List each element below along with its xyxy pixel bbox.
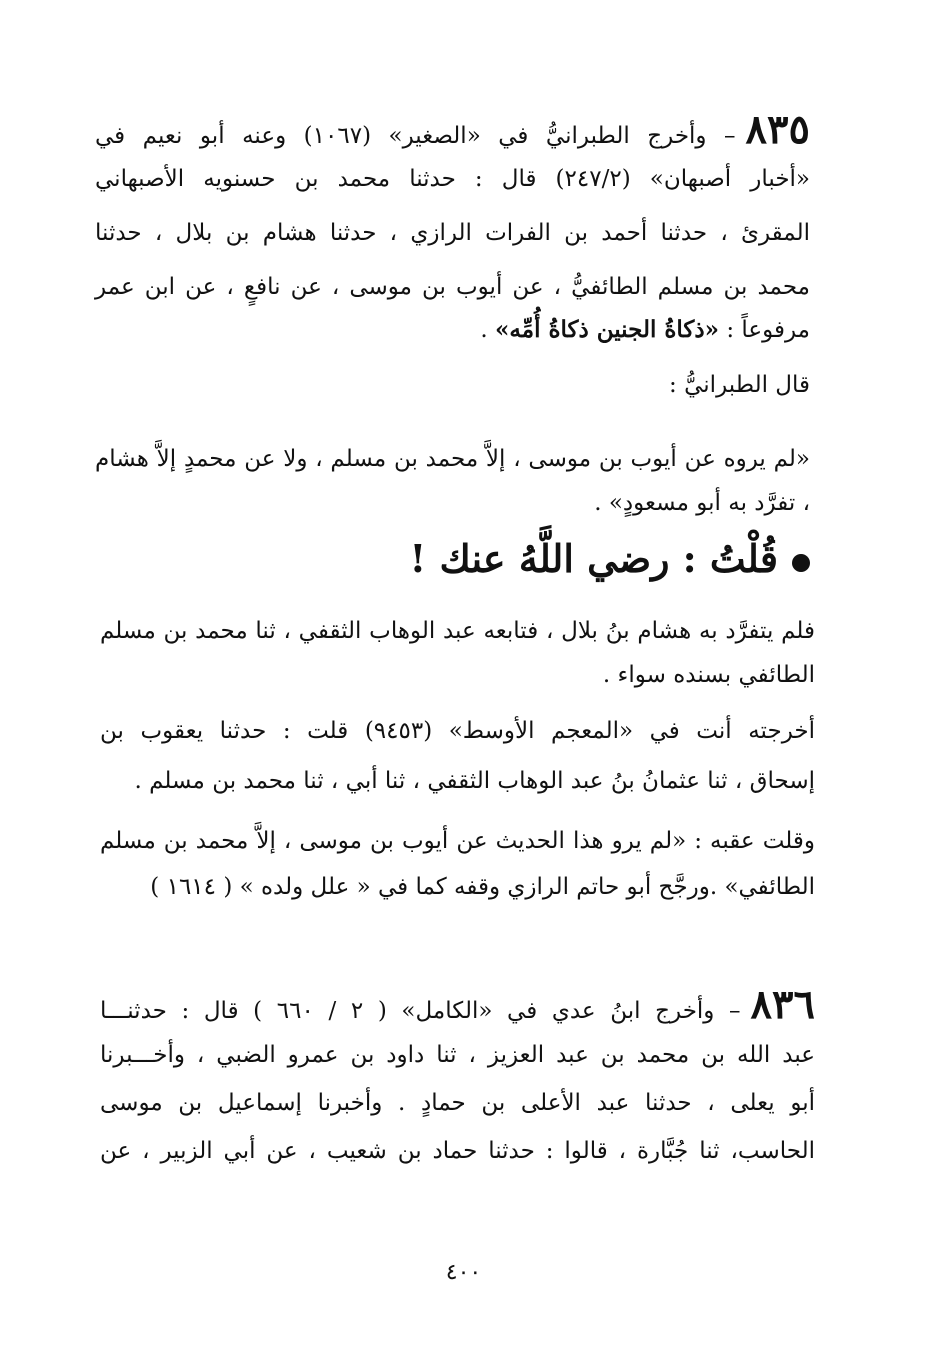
response-para-3-line-2: الطائفي» .ورجَّح أبو حاتم الرازي وقفه كما في « علل ولده » ( ١٦١٤ ) <box>150 874 815 900</box>
tabarani-quote-line-1: «لم يروه عن أيوب بن موسى ، إلاَّ محمد بن مسلم ، ولا عن محمدٍ إلاَّ هشام <box>95 446 810 472</box>
entry-835-line-5 <box>95 318 810 342</box>
response-para-1-line-1: فلم يتفرَّد به هشام بنُ بلال ، فتابعه عبد الوهاب الثقفي ، ثنا محمد بن مسلم <box>100 618 815 644</box>
entry-836-line-2: عبد الله بن محمد بن عبد العزيز ، ثنا داود بن عمرو الضبي ، وأخـــبرنا <box>100 1042 815 1068</box>
entry-835-line-4: محمد بن مسلم الطائفيُّ ، عن أيوب بن موسى ، عن نافعٍ ، عن ابن عمر <box>95 274 810 300</box>
entry-835-line-2: «أخبار أصبهان» (٢٤٧/٢) قال : حدثنا محمد بن حسنويه الأصبهاني <box>95 166 811 192</box>
entry-836-line-1-text: – وأخرج ابنُ عدي في «الكامل» ( ٢ / ٦٦٠ ) قال : حدثنـــا <box>100 998 741 1024</box>
response-para-3-line-1: وقلت عقبه : «لم يرو هذا الحديث عن أيوب بن موسى ، إلاَّ محمد بن مسلم <box>100 828 815 854</box>
entry-836-number: ٨٣٦ <box>750 981 815 1028</box>
entry-835-number: ٨٣٥ <box>745 106 810 153</box>
response-para-2-line-1: أخرجته أنت في «المعجم الأوسط» (٩٤٥٣) قلت : حدثنا يعقوب بن <box>100 718 815 744</box>
tabarani-said-label: قال الطبرانيُّ : <box>669 372 810 398</box>
entry-836-line-4: الحاسب، ثنا جُبَّارة ، قالوا : حدثنا حماد بن شعيب ، عن أبي الزبير ، عن <box>100 1138 815 1164</box>
entry-836-line-3: أبو يعلى ، حدثنا عبد الأعلى بن حمادٍ . وأخبرنا إسماعيل بن موسى <box>100 1090 815 1116</box>
entry-835-line-3: المقرئ ، حدثنا أحمد بن الفرات الرازي ، حدثنا هشام بن بلال ، حدثنا <box>95 220 810 246</box>
tabarani-quote-line-2: ، تفرَّد به أبو مسعودٍ» . <box>594 490 810 516</box>
entry-835-line-1 <box>95 106 810 153</box>
response-para-2-line-2: إسحاق ، ثنا عثمانُ بنُ عبد الوهاب الثقفي ، ثنا أبي ، ثنا محمد بن مسلم . <box>134 768 815 794</box>
page-number: ٤٠٠ <box>445 1260 482 1285</box>
entry-836-line-1 <box>100 981 815 1028</box>
section-heading <box>409 536 810 581</box>
bullet-icon <box>792 554 810 572</box>
entry-835-line-1-text: – وأخرج الطبرانيُّ في «الصغير» (١٠٦٧) وعنه أبو نعيم في <box>95 123 736 149</box>
section-heading-text: قُلْتُ : رضي اللَّهُ عنك ! <box>409 536 778 581</box>
entry-835-raised-label: مرفوعاً : <box>726 317 810 343</box>
response-para-1-line-2: الطائفي بسنده سواء . <box>602 662 815 688</box>
entry-835-hadith-text: «ذكاةُ الجنين ذكاةُ أُمِّه» <box>495 316 719 343</box>
entry-835-end-mark: . <box>480 317 488 343</box>
